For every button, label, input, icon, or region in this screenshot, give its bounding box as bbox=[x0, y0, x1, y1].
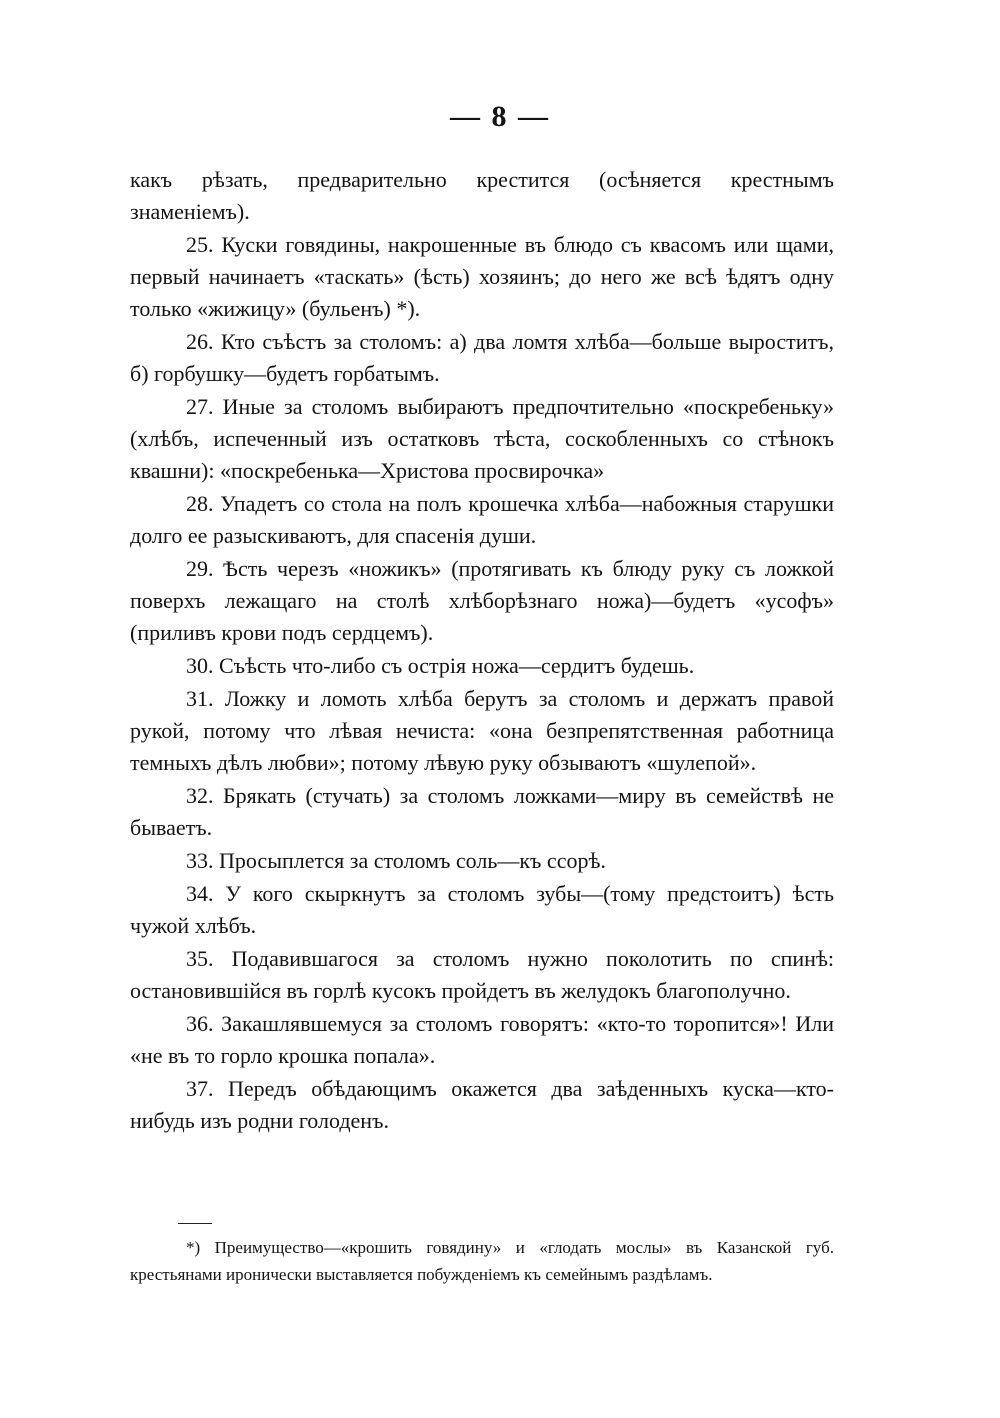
paragraph-35: 35. Подавившагося за столомъ нужно поколотить по спинѣ: остановившійся въ горлѣ кусокъ пройдетъ въ желудокъ благополучно. bbox=[130, 946, 834, 1003]
paragraph-continuation: какъ рѣзать, предварительно крестится (осѣняется крестнымъ знаменіемъ). bbox=[130, 167, 834, 224]
paragraph-32: 32. Брякать (стучать) за столомъ ложками—миру въ семействѣ не бываетъ. bbox=[130, 783, 834, 840]
paragraph-25: 25. Куски говядины, накрошенные въ блюдо съ квасомъ или щами, первый начинаетъ «таскать» (ѣсть) хозяинъ; до него же всѣ ѣдятъ одну только «жижицу» (бульенъ) *). bbox=[130, 232, 834, 321]
paragraph-27: 27. Иные за столомъ выбираютъ предпочтительно «поскребеньку» (хлѣбъ, испеченный изъ остатковъ тѣста, соскобленныхъ со стѣнокъ квашни): «поскребенька—Христова просвирочка» bbox=[130, 394, 834, 483]
paragraph-26: 26. Кто съѣстъ за столомъ: а) два ломтя хлѣба—больше выроститъ, б) горбушку—будетъ горбатымъ. bbox=[130, 329, 834, 386]
paragraph-29: 29. Ѣсть черезъ «ножикъ» (протягивать къ блюду руку съ ложкой поверхъ лежащаго на столѣ хлѣборѣзнаго ножа)—будетъ «усофъ» (приливъ крови подъ сердцемъ). bbox=[130, 556, 834, 645]
page-number: — 8 — bbox=[450, 100, 550, 133]
main-text bbox=[130, 164, 834, 1137]
paragraph-31: 31. Ложку и ломоть хлѣба берутъ за столомъ и держатъ правой рукой, потому что лѣвая нечиста: «она безпрепятственная работница темныхъ дѣлъ любви»; потому лѣвую руку обзываютъ «шулепой». bbox=[130, 686, 834, 775]
paragraph-30: 30. Съѣсть что-либо съ острія ножа—сердитъ будешь. bbox=[186, 653, 695, 678]
footnote-divider bbox=[178, 1223, 212, 1224]
paragraph-33: 33. Просыплется за столомъ соль—къ ссорѣ. bbox=[186, 848, 606, 873]
paragraph-36: 36. Закашлявшемуся за столомъ говорятъ: «кто-то торопится»! Или «не въ то горло крошка попала». bbox=[130, 1011, 834, 1068]
paragraph-34: 34. У кого скыркнутъ за столомъ зубы—(тому предстоитъ) ѣсть чужой хлѣбъ. bbox=[130, 881, 834, 938]
paragraph-28: 28. Упадетъ со стола на полъ крошечка хлѣба—набожныя старушки долго ее разыскиваютъ, для спасенія души. bbox=[130, 491, 834, 548]
paragraph-37: 37. Передъ обѣдающимъ окажется два заѣденныхъ куска—кто-нибудь изъ родни голоденъ. bbox=[130, 1076, 834, 1133]
footnote: *) Преимущество—«крошить говядину» и «глодать мослы» въ Казанской губ. крестьянами иронически выставляется побужденіемъ къ семейнымъ раздѣламъ. bbox=[130, 1238, 834, 1284]
